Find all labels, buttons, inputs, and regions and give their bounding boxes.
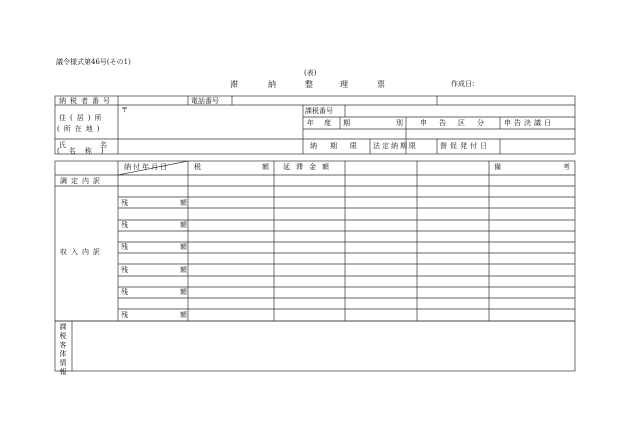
- taxable-object-info-label: 課税客体情報: [59, 323, 67, 376]
- name-alt-label: (名称): [57, 147, 113, 155]
- balance-label: 残額: [121, 243, 239, 251]
- tax-number-label: 課税番号: [305, 107, 333, 115]
- col-remarks-b: 考: [563, 163, 570, 171]
- name-label: 氏名: [59, 141, 141, 149]
- postal-mark: 〒: [121, 106, 128, 114]
- ordinance-reference: 議令様式第46号(その1): [56, 58, 131, 66]
- filing-type-label: 申告区分: [420, 119, 496, 127]
- receipt-label: 収入内訳: [60, 248, 104, 256]
- address-label: 住(居)所: [59, 114, 106, 122]
- title-char: 納: [268, 80, 276, 89]
- title-char: 票: [377, 80, 385, 89]
- col-remarks-a: 備: [494, 163, 501, 171]
- phone-label: 電話番号: [191, 97, 219, 105]
- reminder-date-label: 督促発付日: [440, 142, 490, 150]
- col-tax-label: 税: [194, 163, 201, 171]
- year-label: 年度: [307, 119, 341, 127]
- taxpayer-number-label: 納税者番号: [59, 97, 114, 105]
- statutory-due-label: 法定納期限: [373, 142, 418, 150]
- filing-decision-date-label: 申告決議日: [504, 119, 554, 127]
- col-date-label: 納付年月日: [124, 163, 169, 171]
- address-alt-label: (所在地): [57, 125, 104, 133]
- balance-label: 残額: [121, 221, 239, 229]
- term-label: 期: [343, 119, 350, 127]
- col-late-fee-label: 延滞金額: [283, 163, 335, 171]
- title-char: 理: [340, 80, 348, 89]
- payment-due-label: 納期限: [310, 142, 370, 150]
- category-label: 別: [396, 119, 403, 127]
- created-date-label: 作成日:: [451, 80, 475, 88]
- form-title: [0, 79, 630, 89]
- adjustment-label: 調定内訳: [60, 177, 104, 185]
- col-amount-label: 額: [262, 163, 269, 171]
- balance-label: 残額: [121, 288, 239, 296]
- balance-label: 残額: [121, 311, 239, 319]
- balance-label: 残額: [121, 199, 239, 207]
- title-char: 滞: [230, 80, 238, 89]
- title-char: 整: [305, 80, 313, 89]
- front-side-label: (表): [304, 69, 317, 77]
- balance-label: 残額: [121, 266, 239, 274]
